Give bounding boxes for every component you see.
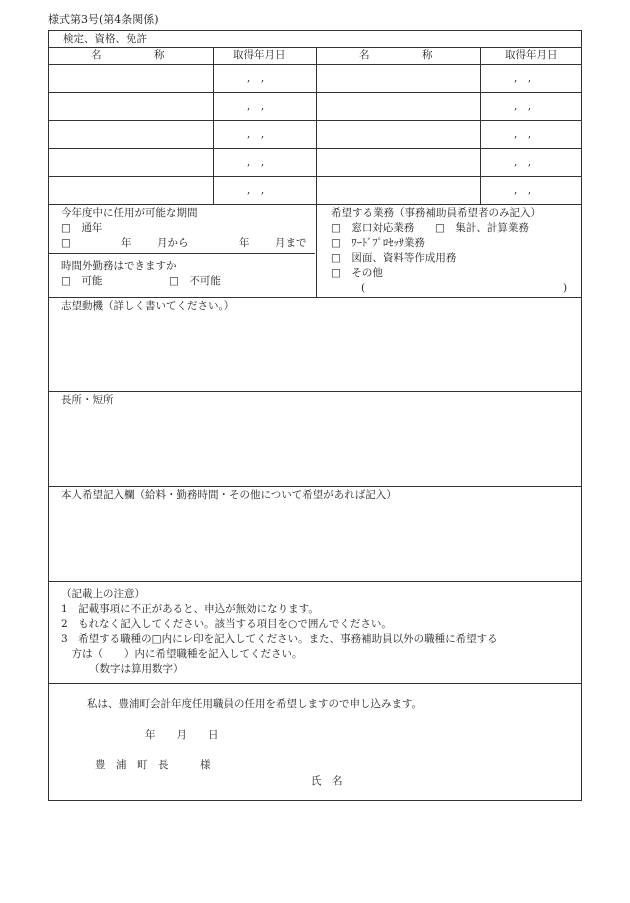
row5-date-left[interactable]: , ,: [247, 184, 265, 196]
divider: [49, 486, 581, 487]
period-from-month: 月から: [157, 237, 189, 249]
row1-date-right[interactable]: , ,: [514, 72, 532, 84]
applicant-name-label: 氏 名: [311, 775, 343, 787]
qualifications-title: 検定、資格、免許: [63, 33, 147, 45]
duty-drawings-option[interactable]: □ 図面、資料等作成用務: [331, 252, 457, 264]
duty-calculation-option[interactable]: □ 集計、計算業務: [435, 222, 529, 234]
requests-title: 本人希望記入欄（給料・勤務時間・その他について希望があれば記入）: [61, 489, 397, 501]
strengths-title: 長所・短所: [61, 394, 114, 406]
addressee: 豊 浦 町 長 様: [95, 759, 211, 771]
row2-date-right[interactable]: , ,: [514, 100, 532, 112]
note-item: （数字は算用数字）: [89, 663, 184, 675]
divider: [49, 64, 581, 65]
row4-date-right[interactable]: , ,: [514, 156, 532, 168]
column-divider: [480, 47, 481, 204]
period-range-checkbox[interactable]: □: [61, 237, 71, 249]
divider: [49, 391, 581, 392]
application-statement: 私は、豊浦町会計年度任用職員の任用を希望しますので申し込みます。: [87, 698, 423, 710]
divider: [49, 148, 581, 149]
row4-date-left[interactable]: , ,: [247, 156, 265, 168]
divider: [49, 683, 581, 684]
overtime-title: 時間外勤務はできますか: [61, 260, 177, 272]
divider: [49, 204, 581, 205]
row1-date-left[interactable]: , ,: [247, 72, 265, 84]
overtime-no-option[interactable]: □ 不可能: [169, 275, 221, 287]
row3-date-right[interactable]: , ,: [514, 128, 532, 140]
duty-counter-option[interactable]: □ 窓口対応業務: [331, 222, 415, 234]
row2-date-left[interactable]: , ,: [247, 100, 265, 112]
notes-title: （記載上の注意）: [61, 588, 145, 600]
divider: [49, 253, 315, 254]
row5-date-right[interactable]: , ,: [514, 184, 532, 196]
column-divider: [316, 204, 317, 297]
motivation-title: 志望動機（詳しく書いてください。）: [61, 300, 235, 312]
period-full-year-option[interactable]: □ 通年: [61, 222, 103, 234]
col-header-date-left: 取得年月日: [233, 49, 286, 61]
period-from-year: 年: [121, 237, 132, 249]
application-date-line[interactable]: 年 月 日: [145, 729, 219, 741]
col-header-date-right: 取得年月日: [505, 49, 558, 61]
divider: [49, 120, 581, 121]
divider: [49, 297, 581, 298]
period-to-month: 月まで: [275, 237, 307, 249]
col-header-name-right: 名 称: [359, 49, 433, 61]
application-form: [48, 30, 582, 801]
duties-title: 希望する業務（事務補助員希望者のみ記入）: [331, 207, 541, 219]
period-title: 今年度中に任用が可能な期間: [61, 207, 198, 219]
divider: [49, 581, 581, 582]
duty-wordprocessor-option[interactable]: □ ﾜｰﾄﾞﾌﾟﾛｾｯｻ業務: [331, 237, 425, 249]
note-item: 1 記載事項に不正があると、申込が無効になります。: [61, 603, 319, 615]
column-divider: [213, 47, 214, 204]
overtime-yes-option[interactable]: □ 可能: [61, 275, 103, 287]
divider: [49, 92, 581, 93]
period-to-year: 年: [239, 237, 250, 249]
duty-other-option[interactable]: □ その他: [331, 267, 383, 279]
divider: [49, 47, 581, 48]
form-code: 様式第3号(第4条関係): [48, 13, 159, 26]
note-item: 2 もれなく記入してください。該当する項目を○で囲んでください。: [61, 618, 392, 630]
row3-date-left[interactable]: , ,: [247, 128, 265, 140]
duty-other-paren-close: ): [563, 282, 568, 294]
duty-other-paren-open: (: [361, 282, 366, 294]
note-item: 方は（ ）内に希望職種を記入してください。: [61, 648, 303, 660]
note-item: 3 希望する職種の□内にレ印を記入してください。また、事務補助員以外の職種に希望する: [61, 633, 498, 645]
divider: [49, 176, 581, 177]
col-header-name-left: 名 称: [91, 49, 165, 61]
